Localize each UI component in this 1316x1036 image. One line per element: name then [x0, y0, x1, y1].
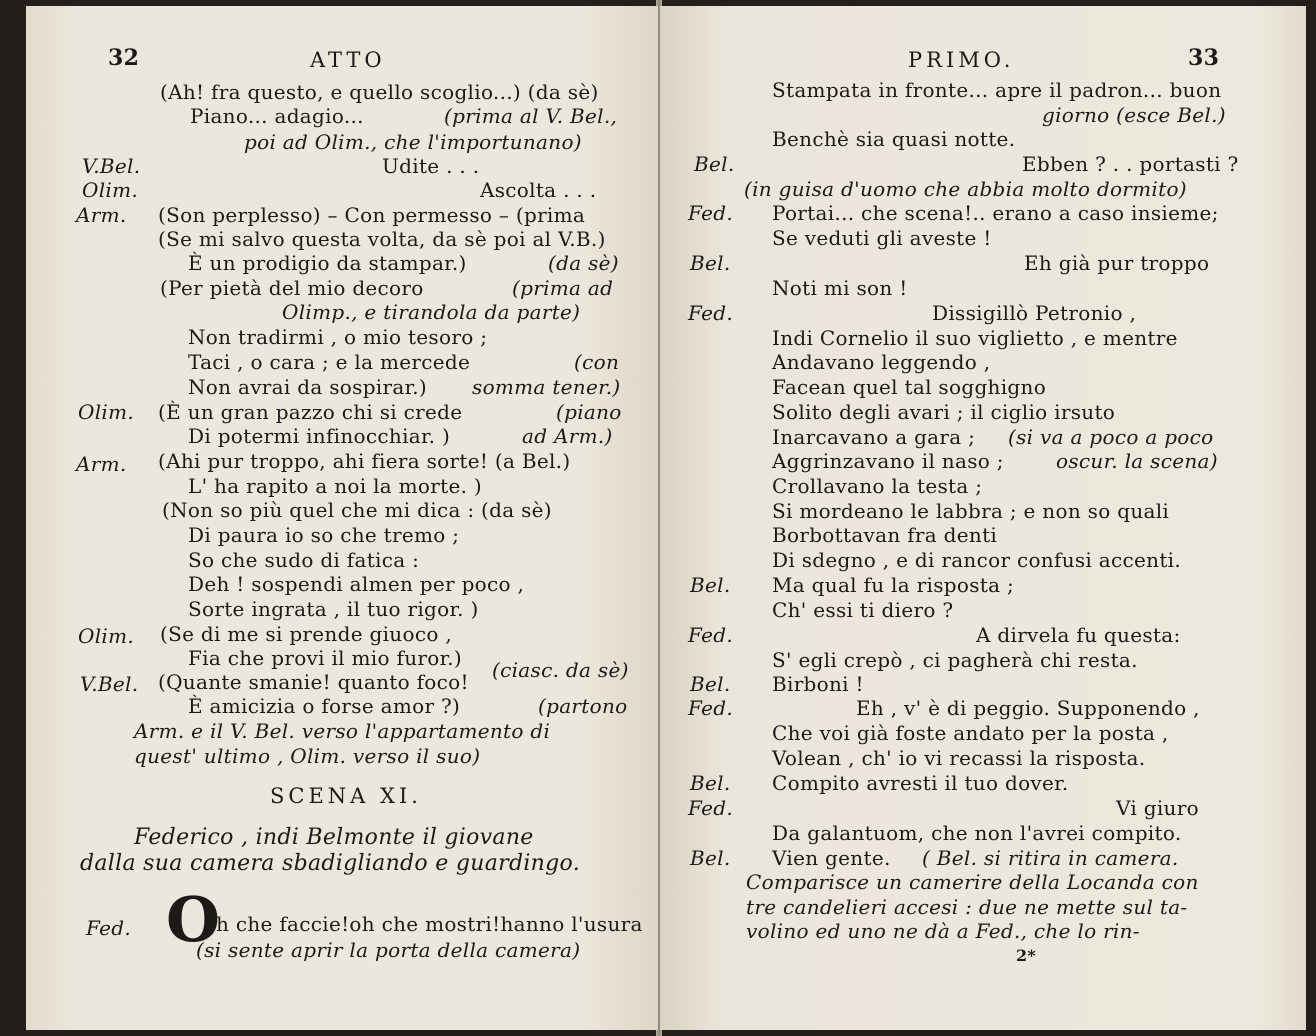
verse-line: Volean , ch' io vi recassi la risposta. [772, 746, 1146, 770]
stage-direction: giorno (esce Bel.) [1042, 103, 1226, 127]
verse-line: Solito degli avari ; il ciglio irsuto [772, 400, 1116, 424]
speaker-label: Olim. [82, 178, 139, 202]
stage-direction: Comparisce un camerire della Locanda con [746, 870, 1199, 894]
stage-direction: (con [574, 350, 620, 374]
verse-line: (Se mi salvo questa volta, da sè poi al V.B.) [158, 227, 606, 251]
verse-line: Andavano leggendo , [772, 350, 991, 374]
speaker-label: Olim. [78, 400, 135, 424]
stage-direction: tre candelieri accesi : due ne mette sul ta- [746, 895, 1188, 919]
verse-line: Non avrai da sospirar.) [188, 375, 427, 399]
scene-heading: SCENA XI. [270, 784, 422, 808]
right-page [660, 6, 1306, 1030]
page-number: 32 [108, 45, 140, 71]
verse-line: Di potermi infinocchiar. ) [188, 424, 451, 448]
verse-line: (Ahi pur troppo, ahi fiera sorte! (a Bel.) [158, 449, 571, 473]
verse-line: A dirvela fu questa: [976, 623, 1181, 647]
verse-line: Non tradirmi , o mio tesoro ; [188, 325, 488, 349]
stage-direction: (prima al V. Bel., [444, 104, 618, 128]
stage-direction: (prima ad [512, 276, 614, 300]
page-number: 33 [1188, 45, 1220, 71]
verse-line: Fia che provi il mio furor.) [188, 646, 463, 670]
stage-direction: (da sè) [548, 251, 619, 275]
verse-line: Ascolta . . . [480, 178, 597, 202]
verse-line: h che faccie!oh che mostri!hanno l'usura [216, 912, 643, 936]
speaker-label: Arm. [76, 203, 127, 227]
verse-line: Ebben ? . . portasti ? [1022, 152, 1239, 176]
verse-line: (Per pietà del mio decoro [160, 276, 424, 300]
verse-line: Benchè sia quasi notte. [772, 127, 1016, 151]
speaker-label: Bel. [694, 152, 735, 176]
speaker-label: V.Bel. [80, 672, 139, 696]
verse-line: Ma qual fu la risposta ; [772, 573, 1015, 597]
stage-direction: Arm. e il V. Bel. verso l'appartamento di [134, 719, 551, 743]
speaker-label: Fed. [86, 916, 131, 940]
speaker-label: Bel. [690, 573, 731, 597]
verse-line: Birboni ! [772, 672, 864, 696]
verse-line: (Son perplesso) – Con permesso – (prima [158, 203, 586, 227]
verse-line: Dissigillò Petronio , [932, 301, 1137, 325]
verse-line: Di paura io so che tremo ; [188, 523, 460, 547]
verse-line: Inarcavano a gara ; [772, 425, 976, 449]
verse-line: (Non so più quel che mi dica : (da sè) [162, 498, 552, 522]
stage-direction: volino ed uno ne dà a Fed., che lo rin- [746, 919, 1140, 943]
verse-line: Compito avresti il tuo dover. [772, 771, 1069, 795]
verse-line: L' ha rapito a noi la morte. ) [188, 474, 483, 498]
verse-line: Vi giuro [1116, 796, 1199, 820]
verse-line: Aggrinzavano il naso ; [772, 449, 1004, 473]
scene-description: Federico , indi Belmonte il giovane [134, 825, 534, 850]
speaker-label: V.Bel. [82, 154, 141, 178]
speaker-label: Fed. [688, 201, 733, 225]
verse-line: Indi Cornelio il suo viglietto , e mentre [772, 326, 1178, 350]
stage-direction: (ciasc. da sè) [492, 658, 629, 682]
verse-line: Eh già pur troppo [1024, 251, 1210, 275]
verse-line: Taci , o cara ; e la mercede [188, 350, 471, 374]
speaker-label: Bel. [690, 771, 731, 795]
stage-direction: poi ad Olim., che l'importunano) [244, 130, 582, 154]
speaker-label: Fed. [688, 796, 733, 820]
speaker-label: Fed. [688, 301, 733, 325]
verse-line: Se veduti gli aveste ! [772, 226, 992, 250]
verse-line: (Ah! fra questo, e quello scoglio...) (da sè) [160, 80, 599, 104]
verse-line: Ch' essi ti diero ? [772, 598, 954, 622]
stage-direction: (piano [556, 400, 622, 424]
stage-direction: ad Arm.) [522, 424, 613, 448]
verse-line: Sorte ingrata , il tuo rigor. ) [188, 597, 479, 621]
running-head: ATTO [310, 48, 386, 72]
verse-line: È un prodigio da stampar.) [188, 251, 467, 275]
verse-line: (Se di me si prende giuoco , [160, 622, 452, 646]
verse-line: Vien gente. [772, 846, 891, 870]
speaker-label: Olim. [78, 624, 135, 648]
speaker-label: Bel. [690, 672, 731, 696]
stage-direction: (si va a poco a poco [1008, 425, 1214, 449]
verse-line: Eh , v' è di peggio. Supponendo , [856, 696, 1200, 720]
stage-direction: Olimp., e tirandola da parte) [282, 300, 581, 324]
verse-line: Da galantuom, che non l'avrei compito. [772, 821, 1182, 845]
verse-line: Udite . . . [382, 154, 480, 178]
speaker-label: Bel. [690, 846, 731, 870]
verse-line: S' egli crepò , ci pagherà chi resta. [772, 648, 1138, 672]
speaker-label: Arm. [76, 452, 127, 476]
speaker-label: Bel. [690, 251, 731, 275]
verse-line: Di sdegno , e di rancor confusi accenti. [772, 548, 1182, 572]
verse-line: È amicizia o forse amor ?) [188, 694, 461, 718]
left-page [26, 6, 658, 1030]
verse-line: (È un gran pazzo chi si crede [158, 400, 463, 424]
scene-description: dalla sua camera sbadigliando e guardingo. [80, 851, 580, 876]
stage-direction: somma tener.) [472, 375, 621, 399]
stage-direction: (si sente aprir la porta della camera) [196, 938, 581, 962]
verse-line: Piano... adagio... [190, 104, 364, 128]
verse-line: So che sudo di fatica : [188, 548, 420, 572]
speaker-label: Fed. [688, 623, 733, 647]
verse-line: Noti mi son ! [772, 276, 908, 300]
stage-direction: quest' ultimo , Olim. verso il suo) [134, 744, 481, 768]
verse-line: (Quante smanie! quanto foco! [158, 670, 469, 694]
verse-line: Che voi già foste andato per la posta , [772, 721, 1169, 745]
stage-direction: (in guisa d'uomo che abbia molto dormito) [744, 177, 1187, 201]
running-head: PRIMO. [908, 48, 1015, 72]
verse-line: Facean quel tal sogghigno [772, 375, 1047, 399]
drop-capital: O [166, 883, 221, 956]
verse-line: Portai... che scena!.. erano a caso insieme; [772, 201, 1219, 225]
verse-line: Si mordeano le labbra ; e non so quali [772, 499, 1170, 523]
stage-direction: oscur. la scena) [1056, 449, 1218, 473]
verse-line: Deh ! sospendi almen per poco , [188, 572, 525, 596]
stage-direction: ( Bel. si ritira in camera. [922, 846, 1179, 870]
verse-line: Stampata in fronte... apre il padron... buon [772, 78, 1222, 102]
speaker-label: Fed. [688, 696, 733, 720]
stage-direction: (partono [538, 694, 628, 718]
verse-line: Borbottavan fra denti [772, 523, 998, 547]
verse-line: Crollavano la testa ; [772, 474, 983, 498]
signature-mark: 2* [1016, 946, 1037, 965]
